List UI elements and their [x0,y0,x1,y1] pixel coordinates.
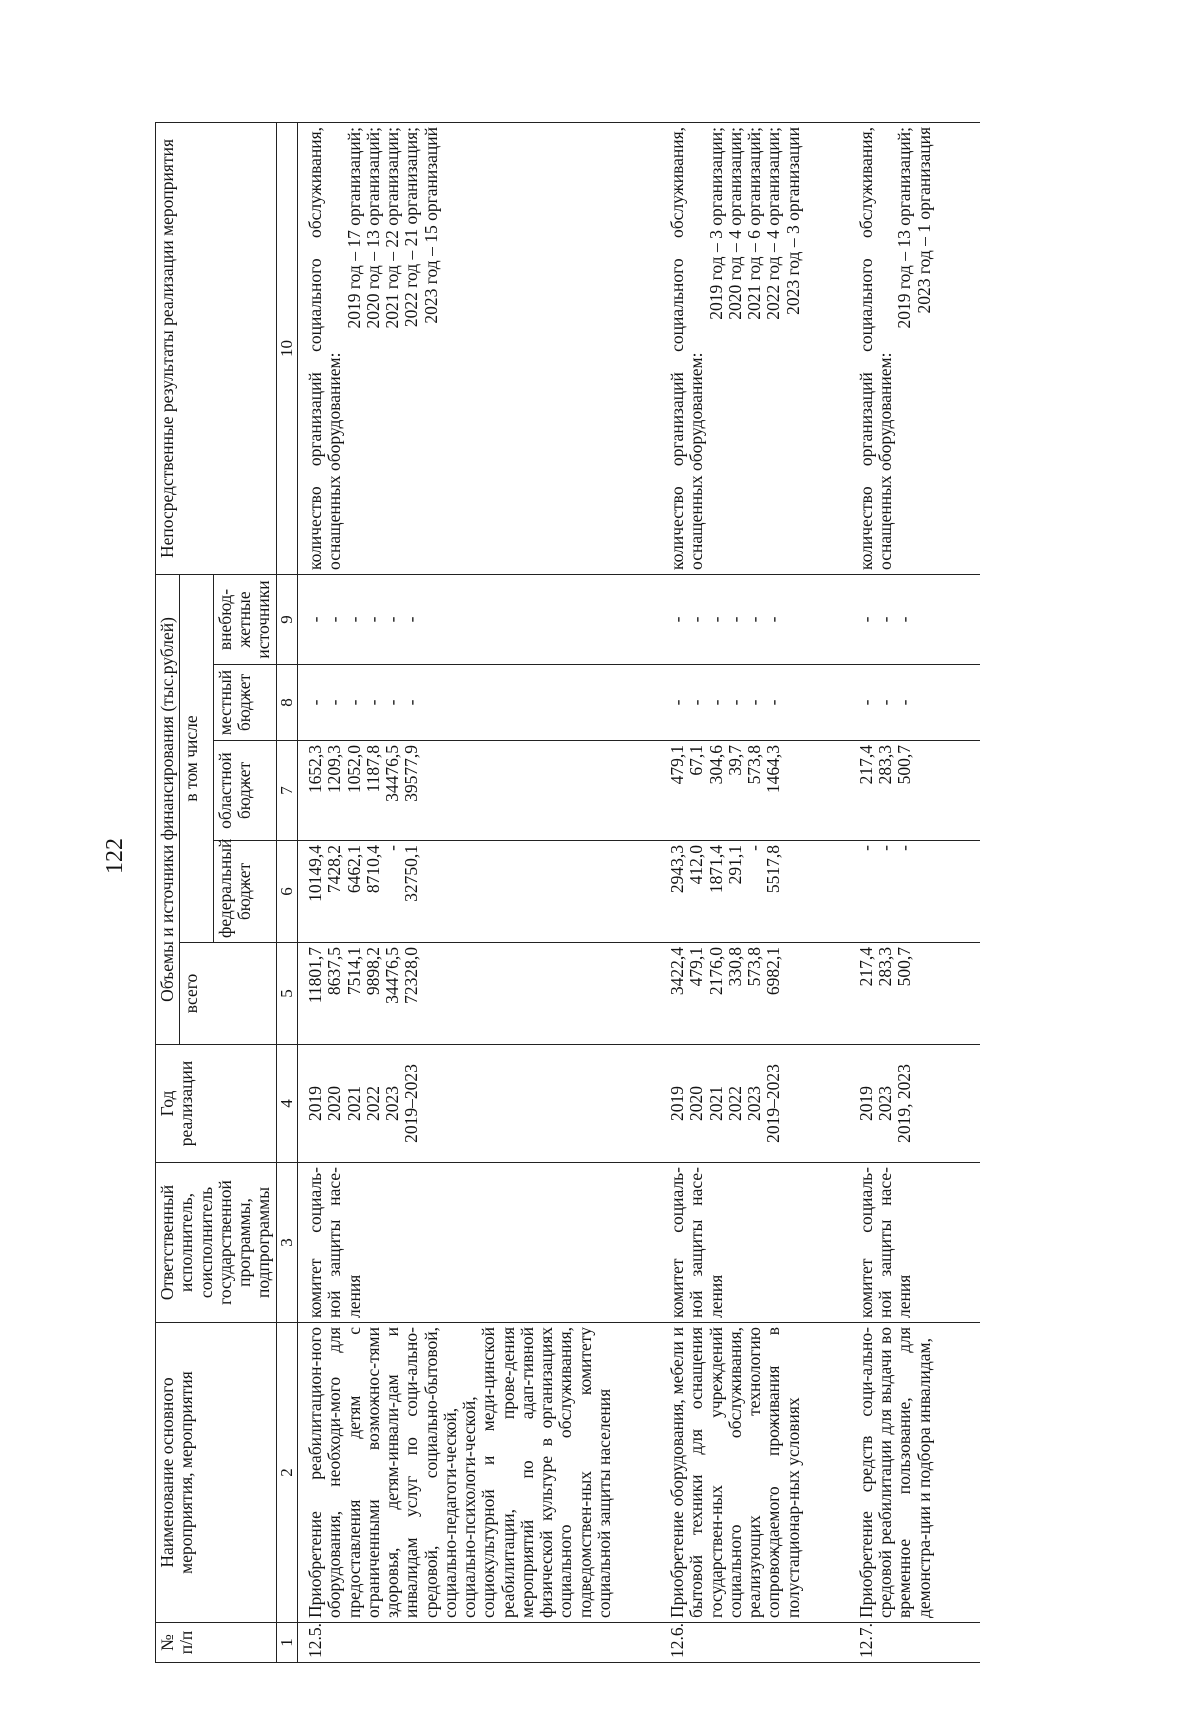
row-number: 12.7. [849,1623,980,1663]
results-cell [298,122,661,574]
result-lines: 2019 год – 17 организаций; 2020 год – 13 организаций; 2021 год – 22 организации; 2022 год – 21 организация; 2023 год – 15 организаций [343,126,441,329]
row-number: 12.5. [298,1623,661,1663]
years: 2019 2020 2021 2022 2023 2019–2023 [660,1045,849,1163]
results-cell [849,122,980,574]
column-number: 2 [276,1323,298,1623]
federal-values: 2943,3 412,0 1871,4 291,1 - 5517,8 [660,841,849,943]
rotated-table-container [155,123,1055,1663]
page-number: 122 [102,838,128,874]
financing-table [155,122,980,1663]
activity-name: Приобретение реабилитацион-ного оборудования, необходи-мого для предоставления детям с ограниченными возможнос-тями здоровья, детям-инвали-дам и инвалидам услуг по соци-ально-средовой, социально-бытовой, социально-педагоги-ческой, социально-психологи-ческой, социокультурной и меди-цинской реабилитации, прове-дения мероприятий по адап-тивной физической культуре в организациях социального обслуживания, подведомствен-ных комитету социальной защиты населения [298,1323,661,1623]
result-lines: 2019 год – 3 организации; 2020 год – 4 организации; 2021 год – 6 организаций; 2022 год – 4 организации; 2023 год – 3 организации [705,126,803,320]
header-regional: областной бюджет [213,741,276,841]
column-number: 7 [276,741,298,841]
local-values: - - - - - - [298,665,661,741]
activity-name: Приобретение средств соци-ально-средовой реабилитации для выдачи во временное пользование, для демонстра-ции и подбора инвалидам, [849,1323,980,1623]
local-values: - - - - - - [660,665,849,741]
regional-values: 217,4 283,3 500,7 [849,741,980,841]
column-number: 1 [276,1623,298,1663]
header-including: в том числе [180,574,214,942]
extra-values: - - - - - - [298,574,661,664]
executor: комитет социаль-ной защиты насе-ления [660,1163,849,1323]
results-cell [660,122,849,574]
column-number: 5 [276,943,298,1045]
federal-values: 10149,4 7428,2 6462,1 8710,4 - 32750,1 [298,841,661,943]
years: 2019 2023 2019, 2023 [849,1045,980,1163]
executor: комитет социаль-ной защиты насе-ления [849,1163,980,1323]
result-lines: 2019 год – 13 организаций; 2023 год – 1 организация [894,126,934,329]
result-intro: количество организаций социального обслуживания, оснащенных оборудованием: [855,126,896,570]
column-number: 3 [276,1163,298,1323]
total-values: 217,4 283,3 500,7 [849,943,980,1045]
header-total: всего [180,943,276,1045]
header-local: местный бюджет [213,665,276,741]
extra-values: - - - [849,574,980,664]
years: 2019 2020 2021 2022 2023 2019–2023 [298,1045,661,1163]
result-intro: количество организаций социального обслуживания, оснащенных оборудованием: [305,126,345,570]
table-row [660,122,849,1662]
header-extra: внебюд-жетные источники [213,574,276,664]
header-name: Наименование основного мероприятия, мероприятия [156,1323,277,1623]
federal-values: - - - [849,841,980,943]
total-values: 3422,4 479,1 2176,0 330,8 573,8 6982,1 [660,943,849,1045]
table-row [849,122,980,1662]
header-results: Непосредственные результаты реализации мероприятия [156,122,277,574]
header-num: № п/п [156,1623,277,1663]
column-number: 4 [276,1045,298,1163]
header-year: Год реализации [156,1045,277,1163]
regional-values: 479,1 67,1 304,6 39,7 573,8 1464,3 [660,741,849,841]
extra-values: - - - - - - [660,574,849,664]
column-number: 10 [276,122,298,574]
local-values: - - - [849,665,980,741]
regional-values: 1652,3 1209,3 1052,0 1187,8 34476,5 39577,9 [298,741,661,841]
column-number: 8 [276,665,298,741]
header-executor: Ответственный исполнитель, соисполнитель государственной программы, подпрограммы [156,1163,277,1323]
table-row [298,122,661,1662]
column-number: 9 [276,574,298,664]
row-number: 12.6. [660,1623,849,1663]
activity-name: Приобретение оборудования, мебели и бытовой техники для оснащения государствен-ных учреждений социального обслуживания, реализующих технологию сопровождаемого проживания в полустационар-ных условиях [660,1323,849,1623]
total-values: 11801,7 8637,5 7514,1 9898,2 34476,5 72328,0 [298,943,661,1045]
header-financing: Объемы и источники финансирования (тыс.рублей) [156,574,180,1044]
executor: комитет социаль-ной защиты насе-ления [298,1163,661,1323]
result-intro: количество организаций социального обслуживания, оснащенных оборудованием: [667,126,707,570]
column-number: 6 [276,841,298,943]
header-federal: федеральный бюджет [213,841,276,943]
